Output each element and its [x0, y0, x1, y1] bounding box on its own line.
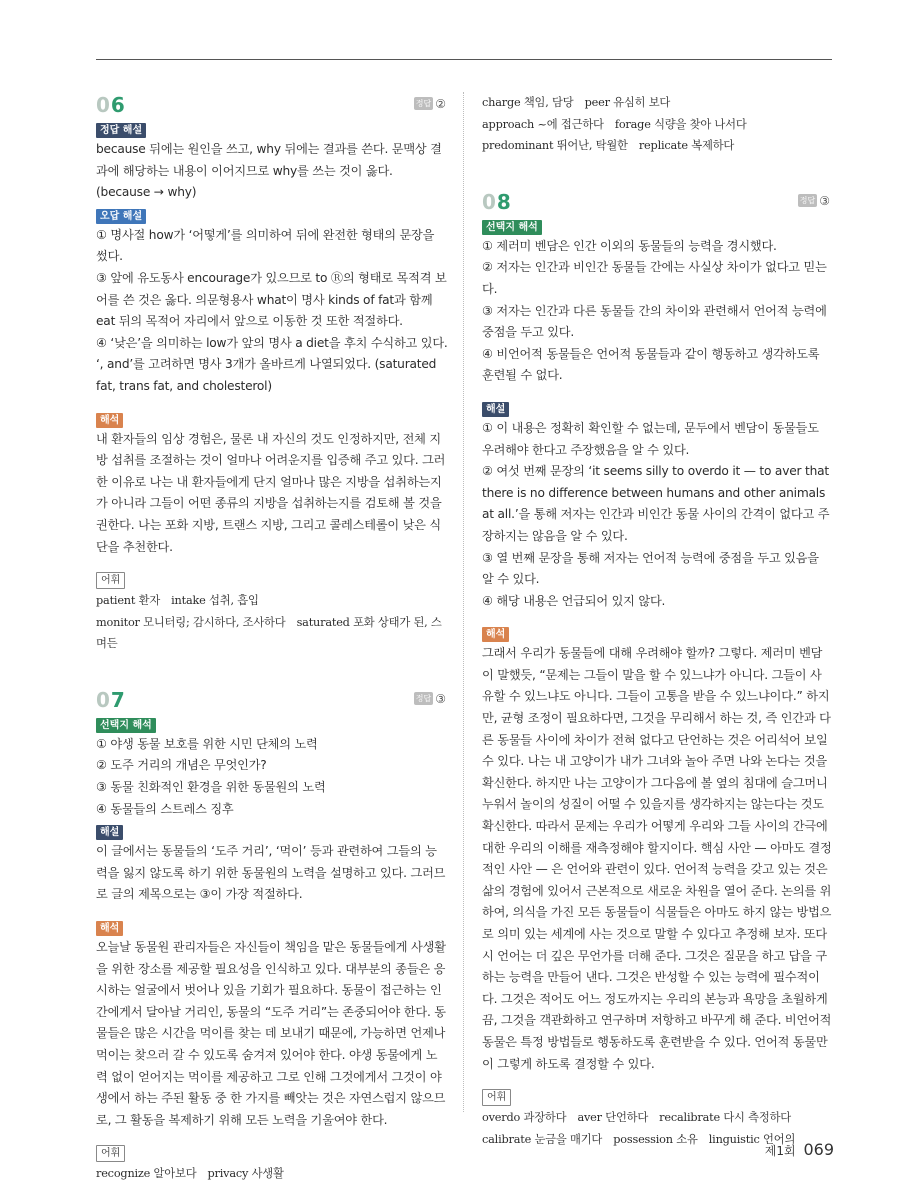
translation: 내 환자들의 임상 경험은, 물론 내 자신의 것도 인정하지만, 전체 지방 섭취를 조절하는 것이 얼마나 어려운지를 입증해 주고 있다. 그러한 이유로 나는 내 환자들에게 단지 얼마나 많은 지방을 섭취하는지가 아니라 그들이 어떤 종류의 지방을 섭취하는지를 검토해 볼 것을 권한다. 나는 포화 지방, 트랜스 지방, 그리고 콜레스테롤이 낮은 식단을 추천한다. [96, 431, 446, 554]
page-footer [765, 1140, 834, 1159]
label-choice-translation: 선택지 해석 [482, 220, 542, 235]
translation: 그래서 우리가 동물들에 대해 우려해야 할까? 그렇다. 제러미 벤담이 말했듯, “문제는 그들이 말을 할 수 있느냐가 아니다. 그들이 사유할 수 있느냐도 아니다. 그들이 고통을 받을 수 있느냐이다.” 하지만, 균형 조정이 필요하다면, 그것을 무리해서 하는 것, 즉 인간과 다른 동물들 사이에 차이가 전혀 없다고 단언하는 것은 어리석어 보일 수 있다. 나는 내 고양이가 내가 그녀와 놀아 주면 나와 논다는 것을 확신한다. 하지만 나는 고양이가 그다음에 볼 옆의 침대에 슬그머니 누워서 놀이의 성질이 어떨 수 있을지를 생각하지는 않는다는 것도 확신한다. 따라서 문제는 우리가 어떻게 우리와 그들 사이의 간극에 대한 우리의 이해를 재측정해야 할지이다. 핵심 사안 — 아마도 결정적인 사안 — 은 언어와 관련이 있다. 언어적 능력을 갖고 있는 것은 삶의 경험에 있어서 근본적으로 새로운 차원을 열어 준다. 논의를 위하여, 의식을 가진 모든 동물들이 식물들은 아마도 하지 않는 방법으로 의미 있는 세계에 사는 것으로 말할 수 있다고 추정해 보자. 또다시 언어는 더 깊은 무언가를 더해 준다. 그것은 질문을 하고 답을 구하는 능력을 만들어 낸다. 그것은 반성할 수 있는 능력에 필수적이다. 그것은 적어도 어느 정도까지는 우리의 본능과 욕망을 초월하게 끔, 그것을 객관화하고 연구하며 저항하고 바꾸게 해 준다. 비언어적 동물은 특정 방법들로 행동하도록 훈련받을 수 있다. 언어적 동물만이 그렇게 하도록 결정할 수 있다. [482, 646, 832, 1071]
page-number: 069 [803, 1140, 834, 1159]
question-08-header [482, 189, 832, 215]
header-rule [96, 59, 832, 60]
label-explanation: 해설 [96, 825, 123, 840]
label-vocabulary: 어휘 [96, 1145, 125, 1162]
label-translation: 해석 [482, 627, 509, 642]
vocab-line: approach ~에 접근하다 forage 식량을 찾아 나서다 [482, 117, 747, 131]
translation: 오늘날 동물원 관리자들은 자신들이 책임을 맡은 동물들에게 사생활을 위한 장소를 제공할 필요성을 인식하고 있다. 대부분의 종들은 응시하는 얼굴에서 벗어나 있을 기회가 필요하다. 동물이 접근하는 인간에게서 달아날 거리인, 동물의 “도주 거리”는 존중되어야 한다. 동물들은 많은 시간을 먹이를 찾는 데 보내기 때문에, 가능하면 언제나 먹이는 찾으러 갈 수 있도록 숨겨져 있어야 한다. 야생 동물에게 노력 없이 얻어지는 먹이를 제공하고 그로 인해 그것에게서 그것이 야생에서 하는 주된 활동 중 한 가지를 빼앗는 것은 자연스럽지 않으므로, 그 활동을 복제하기 위해 모든 노력을 기울여야 한다. [96, 940, 446, 1127]
explanation-item: ② 여섯 번째 문장의 ‘it seems silly to overdo it — to aver that there is no difference between humans and other animals at all.’을 통해 저자는 인간과 비인간 동물 사이의 간격이 없다고 주장하지는 않음을 알 수 있다. [482, 464, 830, 543]
choice-item: ④ 비언어적 동물들은 언어적 동물들과 같이 행동하고 생각하도록 훈련될 수 없다. [482, 346, 820, 383]
choice-item: ② 저자는 인간과 비인간 동물들 간에는 사실상 차이가 없다고 믿는다. [482, 260, 827, 296]
wrong-item: ③ 앞에 유도동사 encourage가 있으므로 to Ⓡ의 형태로 목적격 보어를 쓴 것은 옳다. 의문형용사 what이 명사 kinds of fat과 함께 eat 뒤의 목적어 자리에서 앞으로 이동한 것 또한 적절하다. [96, 270, 447, 329]
explanation-item: ① 이 내용은 정확히 확인할 수 없는데, 문두에서 벤담이 동물들도 우려해야 한다고 주장했음을 알 수 있다. [482, 420, 819, 457]
vocab-line: monitor 모니터링; 감시하다, 조사하다 saturated 포화 상태가 된, 스며든 [96, 615, 442, 651]
answer-explanation: because 뒤에는 원인을 쓰고, why 뒤에는 결과를 쓴다. 문맥상 결과에 해당하는 내용이 이어지므로 why를 쓰는 것이 옳다. (because → why) [96, 142, 442, 200]
wrong-item: ① 명사절 how가 ‘어떻게’를 의미하여 뒤에 완전한 형태의 문장을 썼다. [96, 227, 435, 264]
vocab-line: patient 환자 intake 섭취, 흡입 [96, 594, 259, 608]
label-vocabulary: 어휘 [482, 1089, 511, 1106]
choice-item: ④ 동물들의 스트레스 징후 [96, 801, 234, 816]
choice-item: ② 도주 거리의 개념은 무엇인가? [96, 758, 267, 773]
label-translation: 해석 [96, 921, 123, 936]
answer-marker: 정답 ③ [799, 193, 830, 208]
choice-item: ③ 동물 친화적인 환경을 위한 동물원의 노력 [96, 780, 326, 795]
question-06-header [96, 92, 448, 118]
vocab-line: overdo 과장하다 aver 단언하다 recalibrate 다시 측정하다 [482, 1111, 792, 1125]
label-wrong-explanation: 오답 해설 [96, 209, 146, 224]
answer-marker: 정답 ③ [415, 691, 446, 706]
answer-marker: 정답 ② [415, 97, 446, 111]
vocab-line: recognize 알아보다 privacy 사생활 [96, 1167, 284, 1181]
column-divider [463, 92, 464, 1112]
label-explanation: 해설 [482, 402, 509, 417]
choice-item: ① 야생 동물 보호를 위한 시민 단체의 노력 [96, 736, 318, 751]
right-column [482, 92, 832, 1150]
vocab-line: calibrate 눈금을 매기다 possession 소유 linguistic 언어의 [482, 1132, 796, 1146]
question-number: 07 [96, 687, 126, 712]
label-answer-explanation: 정답 해설 [96, 123, 146, 138]
left-column [96, 92, 448, 1185]
label-vocabulary: 어휘 [96, 572, 125, 589]
question-07-header [96, 687, 448, 713]
question-number: 06 [96, 93, 126, 117]
choice-item: ① 제러미 벤담은 인간 이외의 동물들의 능력을 경시했다. [482, 238, 777, 253]
explanation-item: ④ 해당 내용은 언급되어 있지 않다. [482, 593, 666, 608]
question-number: 08 [482, 189, 512, 214]
choice-item: ③ 저자는 인간과 다른 동물들 간의 차이와 관련해서 언어적 능력에 중점을 두고 있다. [482, 303, 827, 340]
label-choice-translation: 선택지 해석 [96, 718, 156, 733]
explanation: 이 글에서는 동물들의 ‘도주 거리’, ‘먹이’ 등과 관련하여 그들의 능력을 잃지 않도록 하기 위한 동물원의 노력을 설명하고 있다. 그러므로 글의 제목으로는 ③이 가장 적절하다. [96, 844, 446, 902]
round-label: 제1회 [764, 1144, 796, 1158]
wrong-item: ④ ‘낮은’을 의미하는 low가 앞의 명사 a diet을 후치 수식하고 있다. ‘, and’를 고려하면 명사 3개가 올바르게 나열되었다. (saturated fat, trans fat, and cholesterol) [96, 335, 448, 393]
vocab-line: predominant 뛰어난, 탁월한 replicate 복제하다 [482, 139, 735, 153]
vocab-line: charge 책임, 담당 peer 유심히 보다 [482, 96, 671, 109]
label-translation: 해석 [96, 413, 123, 428]
explanation-item: ③ 열 번째 문장을 통해 저자는 언어적 능력에 중점을 두고 있음을 알 수 있다. [482, 550, 819, 587]
